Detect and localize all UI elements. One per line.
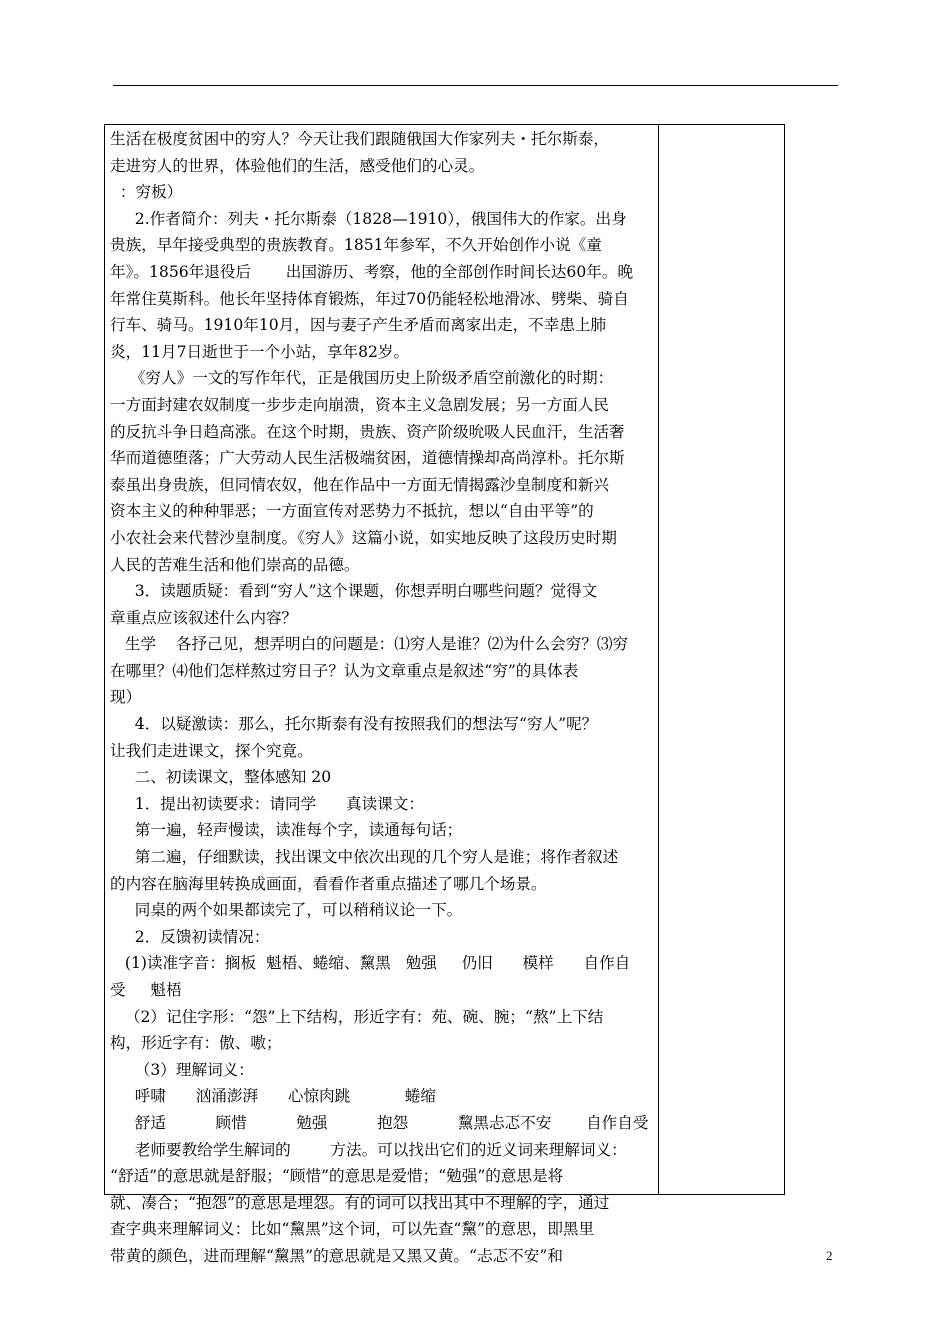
- lesson-table: [104, 124, 785, 1265]
- text-line: 1．提出初读要求：请同学 真读课文：: [110, 794, 424, 813]
- text-line: 老师要教给学生解词的 方法。可以找出它们的近义词来理解词义：: [110, 1140, 627, 1159]
- text-line: 的内容在脑海里转换成画面，看看作者重点描述了哪几个场景。: [110, 874, 547, 893]
- text-line: 人民的苦难生活和他们崇高的品德。: [110, 555, 360, 574]
- text-line: 受 魁梧: [110, 981, 182, 999]
- text-line: 第二遍，仔细默读，找出课文中依次出现的几个穷人是谁；将作者叙述: [110, 848, 619, 867]
- text-line: 在哪里？⑷他们怎样熬过穷日子？认为文章重点是叙述“穷”的具体表: [110, 661, 579, 680]
- text-line: 资本主义的种种罪恶；一方面宣传对恶势力不抵抗，想以“自由平等”的: [110, 502, 594, 521]
- text-line: “舒适”的意思就是舒服；“顾惜”的意思是爱惜；“勉强”的意思是将: [110, 1167, 564, 1186]
- text-line: 年常住莫斯科。他长年坚持体育锻炼，年过70仍能轻松地滑冰、劈柴、骑自: [110, 289, 629, 308]
- text-line: 4．以疑激读：那么，托尔斯泰有没有按照我们的想法写“穷人”呢？: [110, 715, 598, 734]
- text-line: 华而道德堕落；广大劳动人民生活极端贫困，道德情操却高尚淳朴。托尔斯: [110, 449, 625, 468]
- text-line: 让我们走进课文，探个究竟。: [110, 741, 313, 760]
- column-divider: [658, 125, 659, 1194]
- text-line: 生活在极度贫困中的穷人？今天让我们跟随俄国大作家列夫・托尔斯泰，: [110, 130, 610, 148]
- text-line: 就、凑合；“抱怨”的意思是埋怨。有的词可以找出其中不理解的字，通过: [110, 1193, 610, 1212]
- text-line: ：穷板）: [110, 183, 183, 202]
- text-line: 构，形近字有：傲、嗷；: [110, 1034, 282, 1053]
- header-rule: [113, 85, 838, 86]
- text-line: 小农社会来代替沙皇制度。《穷人》这篇小说，如实地反映了这段历史时期: [110, 528, 617, 547]
- text-line: 走进穷人的世界，体验他们的生活，感受他们的心灵。: [110, 156, 485, 175]
- text-line: 呼啸 汹涌澎湃 心惊肉跳 蜷缩: [110, 1087, 436, 1106]
- text-line: （2）记住字形：“怨”上下结构，形近字有：苑、碗、腕；“熬”上下结: [110, 1007, 604, 1026]
- text-line: 查字典来理解词义：比如“黧黑”这个词，可以先查“黧”的意思，即黑里: [110, 1220, 595, 1239]
- text-line: 炎，11月7日逝世于一个小站，享年82岁。: [110, 342, 410, 361]
- text-line: 第一遍，轻声慢读，读准每个字，读通每句话；: [110, 821, 463, 840]
- text-line: （3）理解词义：: [110, 1060, 254, 1079]
- text-line: 一方面封建农奴制度一步步走向崩溃，资本主义急剧发展；另一方面人民: [110, 395, 610, 414]
- text-line: 生学 各抒己见，想弄明白的问题是：⑴穷人是谁？⑵为什么会穷？⑶穷: [110, 635, 629, 654]
- text-line: 2．反馈初读情况：: [110, 927, 270, 946]
- page-number: 2: [826, 1248, 833, 1263]
- text-line: 同桌的两个如果都读完了，可以稍稍议论一下。: [110, 901, 463, 920]
- text-line: (1)读准字音：搁板 魁梧、蜷缩、黧黑 勉强 仍旧 模样 自作自: [110, 954, 631, 973]
- text-line: 行车、骑马。1910年10月，因与妻子产生矛盾而离家出走，不幸患上肺: [110, 316, 607, 335]
- text-line: 舒适 顾惜 勉强 抱怨 黧黑忐忑不安 自作自受: [110, 1113, 649, 1132]
- text-line: 2.作者简介：列夫・托尔斯泰（1828—1910），俄国伟大的作家。出身: [110, 209, 627, 228]
- text-line: 的反抗斗争日趋高涨。在这个时期，贵族、资产阶级吮吸人民血汗，生活奢: [110, 422, 625, 441]
- text-line: 现）: [110, 688, 142, 707]
- text-line: 3．读题质疑：看到“穷人”这个课题，你想弄明白哪些问题？觉得文: [110, 582, 598, 601]
- text-line: 《穷人》一文的写作年代，正是俄国历史上阶级矛盾空前激化的时期：: [110, 369, 614, 388]
- text-line: 泰虽出身贵族，但同情农奴，他在作品中一方面无情揭露沙皇制度和新兴: [110, 475, 610, 494]
- text-line: 章重点应该叙述什么内容？: [110, 608, 298, 627]
- lesson-content-cell: [110, 126, 655, 1270]
- text-line: 年》。1856年退役后 出国游历、考察，他的全部创作时间长达60年。晚: [110, 262, 634, 281]
- text-line: 贵族，早年接受典型的贵族教育。1851年参军，不久开始创作小说《童: [110, 236, 602, 255]
- text-line: 二、初读课文，整体感知 20: [110, 768, 332, 787]
- text-line: 带黄的颜色，进而理解“黧黑”的意思就是又黑又黄。“忐忑不安”和: [110, 1246, 563, 1265]
